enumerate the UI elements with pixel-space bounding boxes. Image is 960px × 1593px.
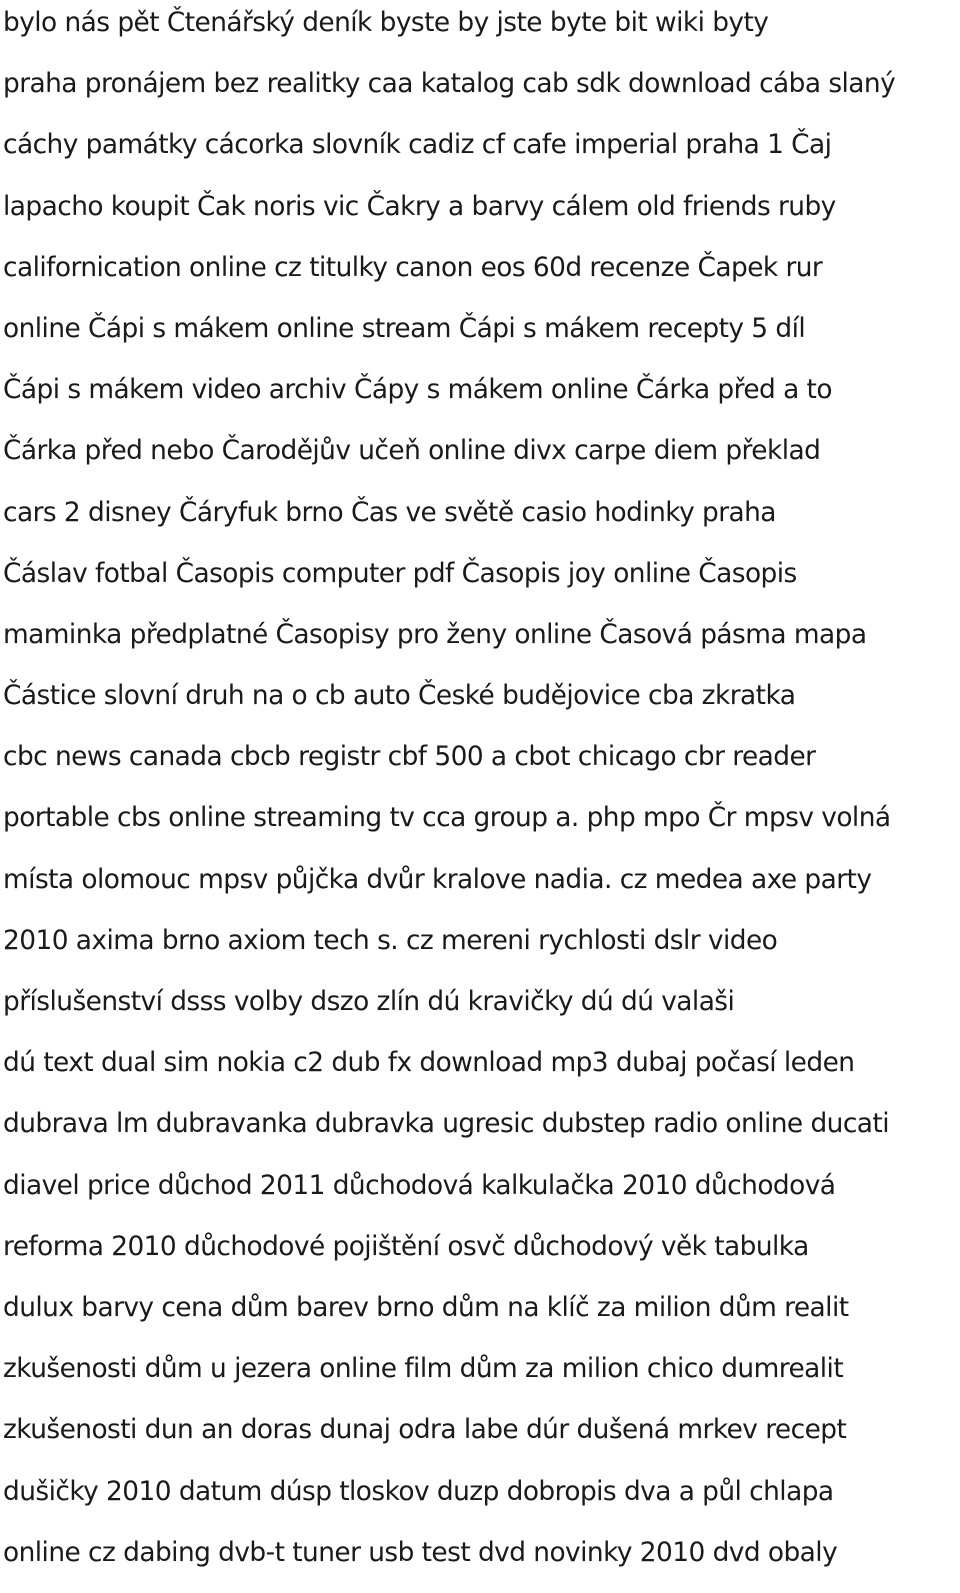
text-line: dubrava lm dubravanka dubravka ugresic dubstep radio online ducati bbox=[3, 1108, 889, 1140]
text-line: Čápi s mákem video archiv Čápy s mákem online Čárka před a to bbox=[3, 374, 832, 406]
text-line: zkušenosti dun an doras dunaj odra labe dúr dušená mrkev recept bbox=[3, 1414, 847, 1446]
text-line: Čáslav fotbal Časopis computer pdf Časopis joy online Časopis bbox=[3, 557, 797, 589]
text-line: online cz dabing dvb-t tuner usb test dvd novinky 2010 dvd obaly bbox=[3, 1536, 838, 1568]
text-line: portable cbs online streaming tv cca group a. php mpo Čr mpsv volná bbox=[3, 802, 891, 834]
text-line: zkušenosti dům u jezera online film dům za milion chico dumrealit bbox=[3, 1353, 844, 1385]
text-line: diavel price důchod 2011 důchodová kalkulačka 2010 důchodová bbox=[3, 1169, 836, 1201]
text-line: cars 2 disney Čáryfuk brno Čas ve světě casio hodinky praha bbox=[3, 496, 776, 528]
text-line: lapacho koupit Čak noris vic Čakry a barvy cálem old friends ruby bbox=[3, 190, 836, 222]
text-line: praha pronájem bez realitky caa katalog cab sdk download cába slaný bbox=[3, 68, 896, 100]
text-line: californication online cz titulky canon eos 60d recenze Čapek rur bbox=[3, 251, 823, 283]
text-line: online Čápi s mákem online stream Čápi s mákem recepty 5 díl bbox=[3, 312, 806, 344]
text-line: Čárka před nebo Čarodějův učeň online divx carpe diem překlad bbox=[3, 435, 821, 467]
text-line: dulux barvy cena dům barev brno dům na klíč za milion dům realit bbox=[3, 1291, 849, 1323]
text-line: cáchy památky cácorka slovník cadiz cf cafe imperial praha 1 Čaj bbox=[3, 129, 832, 161]
text-line: místa olomouc mpsv půjčka dvůr kralove nadia. cz medea axe party bbox=[3, 863, 872, 895]
text-line: cbc news canada cbcb registr cbf 500 a cbot chicago cbr reader bbox=[3, 741, 816, 773]
text-line: dušičky 2010 datum dúsp tloskov duzp dobropis dva a půl chlapa bbox=[3, 1475, 834, 1507]
text-line: dú text dual sim nokia c2 dub fx download mp3 dubaj počasí leden bbox=[3, 1047, 855, 1079]
text-line: příslušenství dsss volby dszo zlín dú kravičky dú dú valaši bbox=[3, 986, 735, 1017]
text-lines bbox=[0, 2, 960, 1593]
text-line: 2010 axima brno axiom tech s. cz mereni rychlosti dslr video bbox=[3, 924, 778, 956]
text-line: maminka předplatné Časopisy pro ženy online Časová pásma mapa bbox=[3, 618, 867, 650]
text-line: Částice slovní druh na o cb auto České budějovice cba zkratka bbox=[3, 680, 796, 712]
text-line: reforma 2010 důchodové pojištění osvč důchodový věk tabulka bbox=[3, 1230, 809, 1262]
text-line: bylo nás pět Čtenářský deník byste by jste byte bit wiki byty bbox=[3, 7, 769, 38]
